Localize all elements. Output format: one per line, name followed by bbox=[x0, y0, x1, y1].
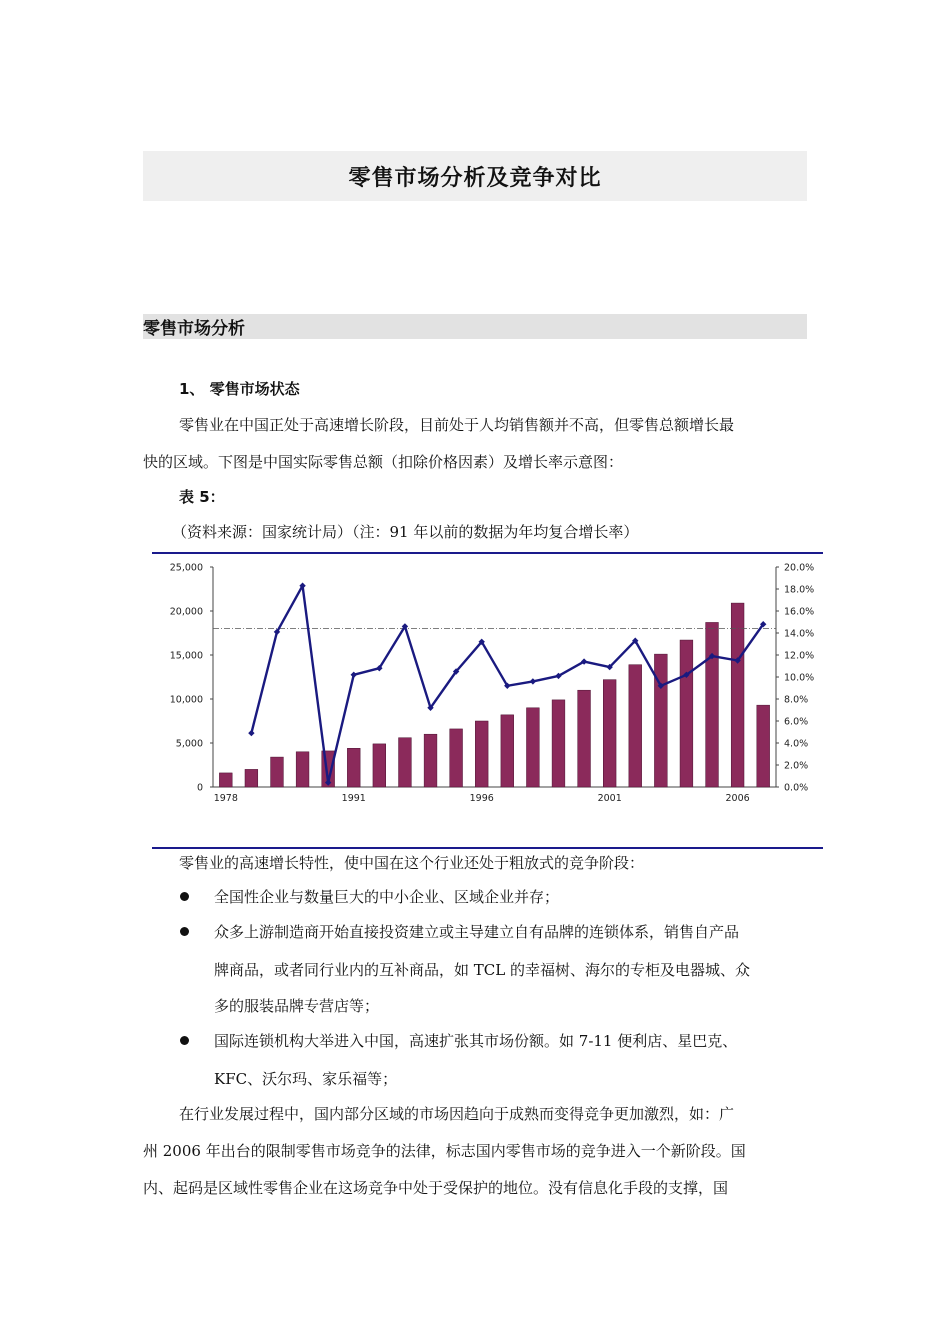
intro-paragraph-line-2: 快的区域。下图是中国实际零售总额（扣除价格因素）及增长率示意图： bbox=[143, 453, 624, 471]
bullet-3-line-2: KFC、沃尔玛、家乐福等； bbox=[214, 1070, 398, 1088]
growth-rate-point bbox=[248, 730, 254, 736]
document-title-bar bbox=[143, 151, 807, 201]
x-tick-label: 1991 bbox=[341, 793, 366, 804]
after-chart-paragraph: 零售业的高速增长特性，使中国在这个行业还处于粗放式的竞争阶段： bbox=[179, 854, 645, 872]
chart-bar bbox=[603, 680, 616, 787]
chart-bottom-rule bbox=[152, 847, 823, 849]
chart-bar bbox=[373, 744, 386, 787]
chart-bar bbox=[424, 734, 437, 787]
chart-bar bbox=[578, 690, 591, 787]
chart-bar bbox=[680, 640, 693, 787]
table-label: 表 5： bbox=[179, 488, 225, 506]
closing-paragraph-line-3: 内、起码是区域性零售企业在这场竞争中处于受保护的地位。没有信息化手段的支撑，国 bbox=[143, 1179, 729, 1197]
right-tick-label: 0.0% bbox=[784, 782, 809, 794]
bullet-dot bbox=[180, 892, 189, 901]
right-tick-label: 12.0% bbox=[784, 650, 815, 662]
bullet-1-line-1: 全国性企业与数量巨大的中小企业、区域企业并存； bbox=[214, 888, 560, 906]
bullet-dot bbox=[180, 927, 189, 936]
chart-bar bbox=[552, 700, 565, 787]
retail-sales-growth-chart bbox=[143, 556, 823, 806]
chart-bar bbox=[450, 729, 463, 787]
chart-bar bbox=[399, 738, 412, 787]
chart-bar bbox=[757, 705, 770, 787]
chart-top-rule bbox=[152, 552, 823, 554]
chart-bar bbox=[219, 773, 232, 787]
intro-paragraph-line-1: 零售业在中国正处于高速增长阶段，目前处于人均销售额并不高，但零售总额增长最 bbox=[179, 416, 735, 434]
left-tick-label: 25,000 bbox=[169, 562, 203, 574]
bullet-2-line-2: 牌商品，或者同行业内的互补商品，如 TCL 的幸福树、海尔的专柜及电器城、众 bbox=[214, 961, 750, 979]
right-tick-label: 6.0% bbox=[784, 716, 809, 728]
bullet-dot bbox=[180, 1036, 189, 1045]
chart-right-axis-ticks bbox=[776, 563, 814, 794]
x-tick-label: 1978 bbox=[213, 793, 238, 804]
right-tick-label: 14.0% bbox=[784, 628, 815, 640]
chart-x-axis-ticks bbox=[214, 793, 750, 804]
section-heading-bar bbox=[143, 314, 807, 339]
chart-bar bbox=[271, 757, 284, 787]
right-tick-label: 18.0% bbox=[784, 584, 815, 596]
left-tick-label: 0 bbox=[196, 782, 203, 794]
chart-bar bbox=[629, 665, 642, 787]
source-note: （资料来源：国家统计局）（注：91 年以前的数据为年均复合增长率） bbox=[172, 523, 639, 541]
growth-rate-point bbox=[351, 672, 357, 678]
left-tick-label: 10,000 bbox=[169, 694, 203, 706]
chart-bar bbox=[296, 752, 309, 787]
subsection-title: 1、 零售市场状态 bbox=[179, 380, 300, 398]
chart-bar bbox=[526, 708, 539, 787]
chart-bar bbox=[475, 721, 488, 787]
bullet-3-line-1: 国际连锁机构大举进入中国，高速扩张其市场份额。如 7-11 便利店、星巴克、 bbox=[214, 1032, 738, 1050]
chart-bars bbox=[219, 603, 769, 787]
right-tick-label: 20.0% bbox=[784, 562, 815, 574]
closing-paragraph-line-1: 在行业发展过程中，国内部分区域的市场因趋向于成熟而变得竞争更加激烈，如：广 bbox=[179, 1105, 735, 1123]
chart-bar bbox=[501, 715, 514, 787]
chart-bar bbox=[706, 622, 719, 787]
chart-left-axis-ticks bbox=[170, 563, 213, 794]
right-tick-label: 16.0% bbox=[784, 606, 815, 618]
bullet-2-line-3: 多的服装品牌专营店等； bbox=[214, 997, 380, 1015]
right-tick-label: 8.0% bbox=[784, 694, 809, 706]
right-tick-label: 2.0% bbox=[784, 760, 809, 772]
right-tick-label: 10.0% bbox=[784, 672, 815, 684]
chart-bar bbox=[245, 769, 258, 787]
x-tick-label: 1996 bbox=[469, 793, 494, 804]
x-tick-label: 2006 bbox=[725, 793, 750, 804]
left-tick-label: 15,000 bbox=[169, 650, 203, 662]
bullet-2-line-1: 众多上游制造商开始直接投资建立或主导建立自有品牌的连锁体系，销售自产品 bbox=[214, 923, 740, 941]
section-title: 零售市场分析 bbox=[143, 319, 245, 339]
chart-bar bbox=[654, 654, 667, 787]
left-tick-label: 20,000 bbox=[169, 606, 203, 618]
chart-bar bbox=[347, 748, 360, 787]
left-tick-label: 5,000 bbox=[175, 738, 203, 750]
x-tick-label: 2001 bbox=[597, 793, 622, 804]
right-tick-label: 4.0% bbox=[784, 738, 809, 750]
chart-bar bbox=[731, 603, 744, 787]
closing-paragraph-line-2: 州 2006 年出台的限制零售市场竞争的法律，标志国内零售市场的竞争进入一个新阶段。国 bbox=[143, 1142, 746, 1160]
document-title: 零售市场分析及竞争对比 bbox=[348, 165, 602, 191]
growth-rate-point bbox=[530, 678, 536, 684]
